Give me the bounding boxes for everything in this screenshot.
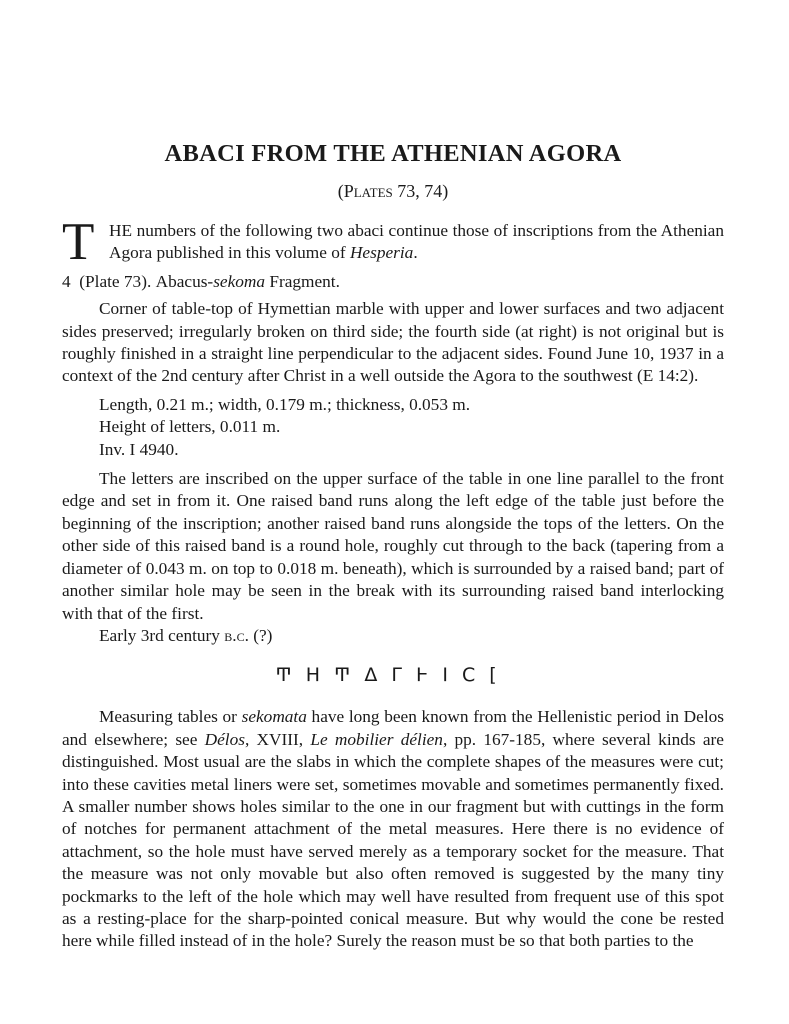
specifications bbox=[62, 394, 724, 461]
letters-paragraph: The letters are inscribed on the upper surface of the table in one line parallel to the front edge and set in from it. One raised band runs along the left edge of the table just before the beginning of the inscription; another raised band runs alongside the tops of the letters. On the other side of this raised band is a round hole, roughly cut through to the back (tapering from a diameter of 0.043 m. on top to 0.018 m. beneath), which is surrounded by a raised band; part of another similar hole may be seen in the break with its surrounding raised band interlocking with that of the first. bbox=[62, 469, 724, 623]
discussion-paragraph: Measuring tables or sekomata have long been known from the Hellenistic period in Delos and elsewhere; see Délos, XVIII, Le mobilier délien, pp. 167-185, where several kinds are distinguished. Most usual are the slabs in which the complete shapes of the measures were cut; into these cavities metal liners were set, sometimes movable and sometimes permanently fixed. A smaller number shows holes similar to the one in our fragment but with cuttings in the form of notches for permanent attachment of the metal measures. Here there is no evidence of attachment, so the hole must have served merely as a temporary socket for the measure. That the measure was not only movable but also often removed is suggested by the many tiny pockmarks to the left of the hole which may well have resulted from frequent use of this spot as a resting-place for the sharp-pointed conical measure. But why would the cone be rested here while filled instead of in the hole? Surely the reason must be so that both parties to the bbox=[62, 707, 725, 951]
drop-cap: T bbox=[62, 213, 95, 271]
dimensions-line: Length, 0.21 m.; width, 0.179 m.; thickness, 0.053 m. bbox=[99, 394, 471, 414]
journal-name: Hesperia bbox=[349, 243, 414, 263]
intro-paragraph: T HE numbers of the following two abaci continue those of inscriptions from the Athenian Agora published in this volume of Hesperia. bbox=[62, 213, 724, 271]
inventory-line: Inv. I 4940. bbox=[99, 439, 179, 459]
description-paragraph: Corner of table-top of Hymettian marble with upper and lower surfaces and two adjacent sides preserved; irregularly broken on third side; the fourth side (at right) is not original but is roughly finished in a straight line perpendicular to the adjacent sides. Found June 10, 1937 in a context of the 2nd century after Christ in a well outside the Agora to the southwest (E 14:2). bbox=[62, 299, 724, 386]
inscription-text: ͲΗͲΔΓͰΙϹ[ bbox=[275, 664, 511, 687]
entry-number: 4 bbox=[62, 271, 71, 291]
entry-heading: 4 (Plate 73). Abacus-sekoma Fragment. bbox=[62, 271, 340, 291]
page-body bbox=[62, 138, 724, 953]
plates-label: Plates bbox=[343, 181, 393, 201]
plates-reference: (Plates 73, 74) bbox=[337, 181, 449, 201]
date-line: Early 3rd century b.c. (?) bbox=[99, 625, 273, 645]
entry-plate: (Plate 73). bbox=[79, 271, 152, 291]
article-title: ABACI FROM THE ATHENIAN AGORA bbox=[164, 140, 622, 167]
letter-height-line: Height of letters, 0.011 m. bbox=[99, 417, 281, 437]
